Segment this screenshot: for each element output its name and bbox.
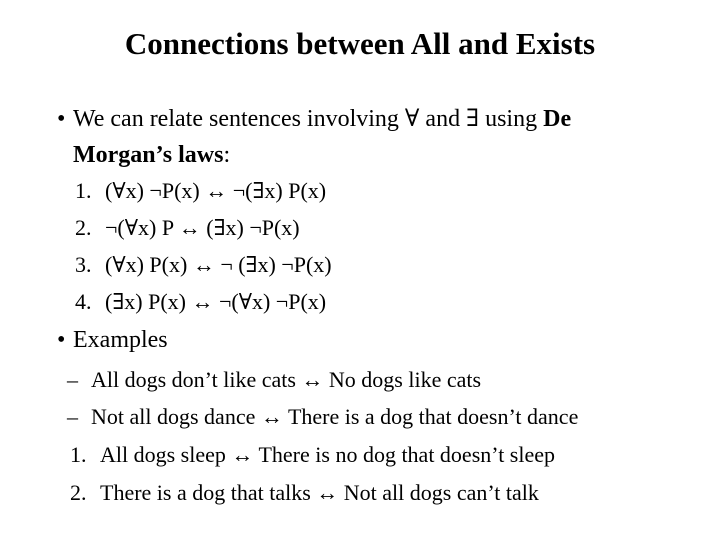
example-marker: – <box>67 367 78 392</box>
example-item <box>67 365 481 395</box>
law-number: 2. <box>75 215 92 240</box>
law-text: (∃x) P(x) ↔ ¬(∀x) ¬P(x) <box>105 289 327 314</box>
slide-title: Connections between All and Exists <box>124 26 596 61</box>
bullet-bold-text: Morgan’s laws <box>73 142 224 168</box>
example-marker: 1. <box>70 442 87 467</box>
law-text: (∀x) ¬P(x) ↔ ¬(∃x) P(x) <box>105 178 327 203</box>
bullet-examples <box>57 322 168 358</box>
law-number: 4. <box>75 289 92 314</box>
bullet-marker: • <box>57 106 66 132</box>
bullet-de-morgan-continued <box>73 137 230 173</box>
example-text: All dogs sleep ↔ There is no dog that doesn’t sleep <box>100 442 556 467</box>
law-number: 1. <box>75 178 92 203</box>
bullet-bold-text: De <box>543 106 572 132</box>
example-text: Not all dogs dance ↔ There is a dog that doesn’t dance <box>91 404 579 429</box>
example-text: All dogs don’t like cats ↔ No dogs like cats <box>91 367 482 392</box>
law-item <box>75 213 300 243</box>
law-text: ¬(∀x) P ↔ (∃x) ¬P(x) <box>105 215 300 240</box>
bullet-text: We can relate sentences involving ∀ and ∃ using <box>73 106 544 132</box>
example-marker: – <box>67 404 78 429</box>
example-item <box>67 402 578 432</box>
law-item <box>75 250 332 280</box>
example-text: There is a dog that talks ↔ Not all dogs can’t talk <box>100 480 539 505</box>
law-item <box>75 287 326 317</box>
bullet-marker: • <box>57 327 66 353</box>
example-marker: 2. <box>70 480 87 505</box>
example-item <box>70 440 555 470</box>
bullet-de-morgan <box>57 101 571 137</box>
bullet-text: : <box>223 142 231 168</box>
law-number: 3. <box>75 252 92 277</box>
law-text: (∀x) P(x) ↔ ¬ (∃x) ¬P(x) <box>105 252 332 277</box>
law-item <box>75 176 326 206</box>
bullet-text: Examples <box>73 327 168 353</box>
example-item <box>70 478 539 508</box>
